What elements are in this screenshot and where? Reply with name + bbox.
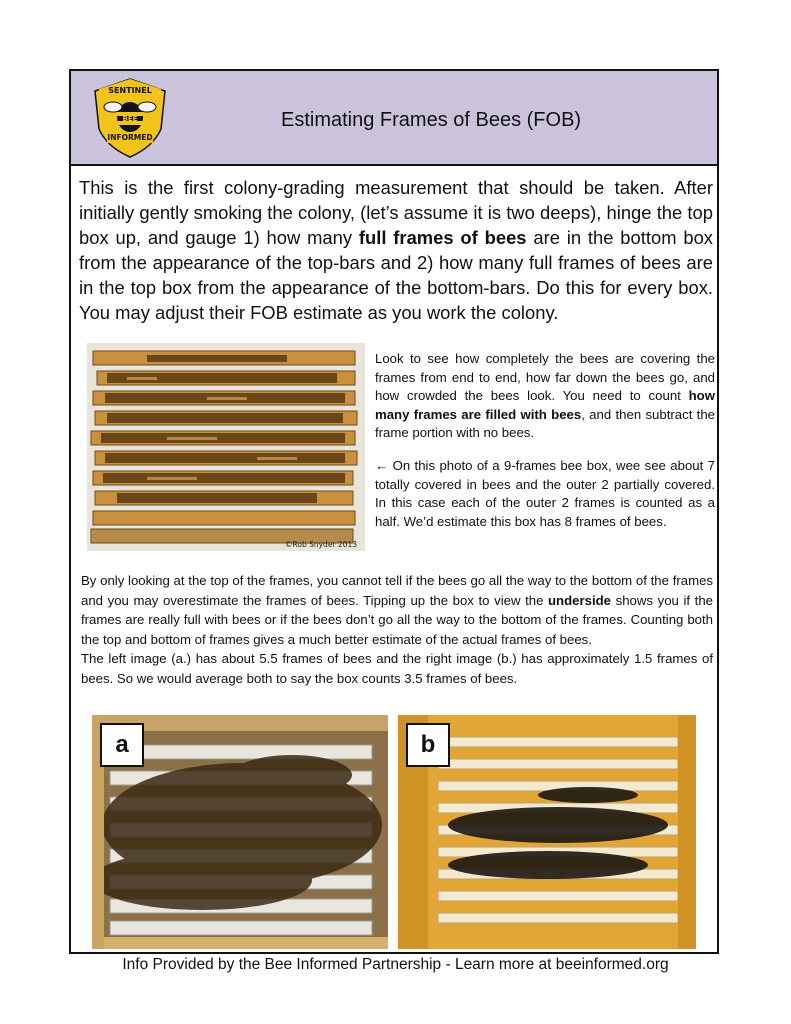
body-bold: underside <box>548 592 612 608</box>
footer-text: Info Provided by the Bee Informed Partnership - Learn more at beeinformed.org <box>122 956 669 973</box>
page-title: Estimating Frames of Bees (FOB) <box>281 109 582 131</box>
body-paragraphs <box>81 571 713 688</box>
side-paragraph-1 <box>375 350 715 443</box>
body-text-2: shows you if the frames are really full with bees or if the bees don’t go all the way to the bottom of the frames. Counting both the top and bottom of frames gives a much better estimate of the actual frames of bees. <box>81 592 713 647</box>
intro-paragraph <box>79 175 713 325</box>
side-paragraph-2: ← On this photo of a 9-frames bee box, wee see about 7 totally covered in bees and the outer 2 partially covered. In this case each of the outer 2 frames is counted as a half. We’d estimate this box has 8 frames of bees. <box>375 457 715 529</box>
side-text-2: , and then subtract the frame portion with no bees. <box>375 406 715 441</box>
sentinel-bee-informed-logo <box>91 77 169 159</box>
logo-text-informed: INFORMED <box>107 133 153 142</box>
image-b <box>398 715 696 949</box>
image-a-label: a <box>100 723 144 767</box>
body-paragraph-1 <box>81 571 713 649</box>
intro-text-1: This is the first colony-grading measurement that should be taken. After initially gently smoking the colony, (let’s assume it is two deeps), hinge the top box up, and gauge 1) how many <box>79 177 713 248</box>
intro-text-2: are in the bottom box from the appearance of the top-bars and 2) how many full frames of bees are in the top box from the appearance of the bottom-bars. Do this for every box. You may adjust their FOB estimate as you work the colony. <box>79 227 714 323</box>
document-frame <box>69 69 719 954</box>
logo-text-sentinel: SENTINEL <box>108 86 152 95</box>
hive-top-photo <box>87 343 365 551</box>
photo-credit: ©Rob Snyder 2013 <box>285 540 357 549</box>
logo-text-bee: BEE <box>122 115 138 123</box>
image-a <box>92 715 388 949</box>
body-text-1: By only looking at the top of the frames, you cannot tell if the bees go all the way to the bottom of the frames and you may overestimate the frames of bees. Tipping up the box to view the <box>81 573 713 608</box>
header-band <box>71 71 717 166</box>
intro-bold: full frames of bees <box>358 227 527 248</box>
image-b-label: b <box>406 723 450 767</box>
body-paragraph-2: The left image (a.) has about 5.5 frames of bees and the right image (b.) has approximately 1.5 frames of bees. So we would average both to say the box counts 3.5 frames of bees. <box>81 651 713 686</box>
side-explanation <box>375 350 715 545</box>
side-text-1: Look to see how completely the bees are covering the frames from end to end, how far down the bees go, and how crowded the bees look. You need to count <box>375 351 715 404</box>
side-bold: how many frames are filled with bees <box>375 388 715 422</box>
